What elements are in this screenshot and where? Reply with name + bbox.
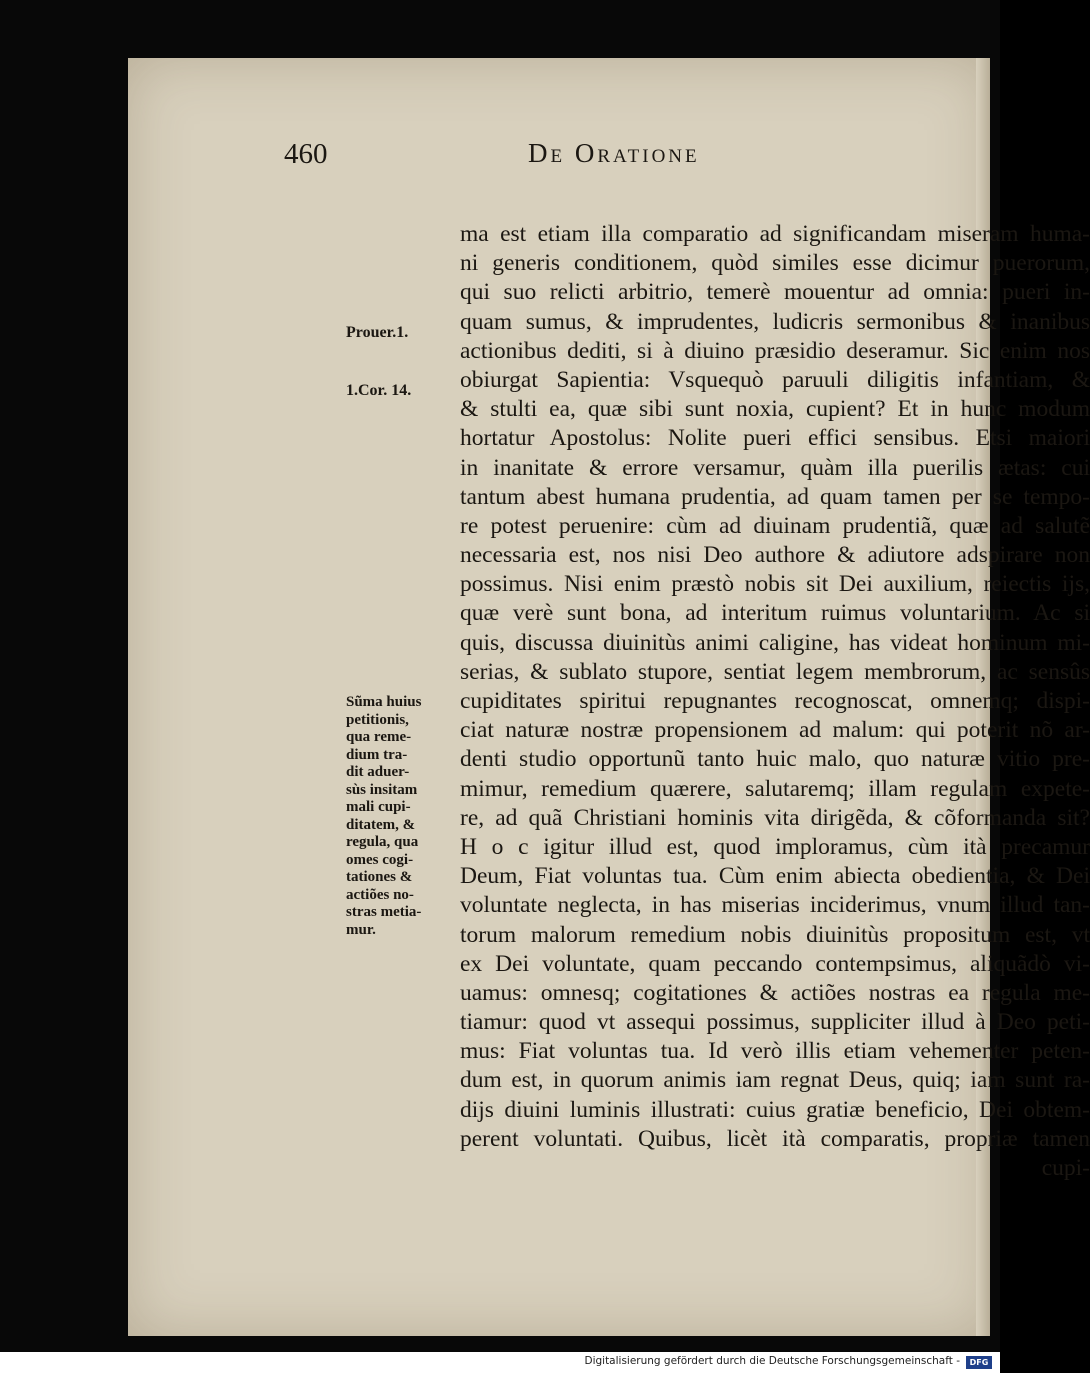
text-line: mimur, remedium quærere, salutaremq; illam regulam expete- [460,775,1090,802]
gloss-line: ditatem, & [346,816,416,833]
text-line: H o c igitur illud est, quod imploramus, cùm ità precamur [460,833,1090,860]
text-line: quæ verè sunt bona, ad interitum ruimus voluntarium. Ac si [460,600,1090,627]
gloss-line: qua reme- [346,729,412,745]
text-line: quam sumus, & imprudentes, ludicris sermonibus & inanibus [460,308,1090,335]
text-line: voluntate neglecta, in has miserias inciderimus, vnum illud tan- [460,892,1090,919]
text-line: re potest peruenire: cùm ad diuinam prudentiã, quæ ad salutẽ [460,512,1090,539]
book-page [128,58,1090,1336]
gloss-line: dit aduer- [346,764,410,780]
running-title: De Oratione [528,138,700,168]
text-line: actionibus dediti, si à diuino præsidio deseramur. Sic enim nos [460,337,1090,364]
text-line: hortatur Apostolus: Nolite pueri effici sensibus. Etsi maiori [460,425,1090,452]
gloss-line: mur. [346,921,376,938]
text-line: dum est, in quorum animis iam regnat Deus, quiq; iam sunt ra- [460,1067,1090,1094]
text-line: re, ad quã Christiani hominis vita dirigẽda, & cõformanda sit? [460,804,1090,831]
text-line: necessaria est, nos nisi Deo authore & adiutore adspirare non [460,542,1090,569]
body-text [460,220,1090,1183]
text-line: tiamur: quod vt assequi possimus, suppliciter illud à Deo peti- [460,1009,1090,1036]
text-line: ni generis conditionem, quòd similes esse dicimur puerorum, [460,250,1090,277]
text-line: qui suo relicti arbitrio, temerè mouentur ad omnia: pueri in- [460,279,1090,306]
text-line: possimus. Nisi enim præstò nobis sit Dei auxilium, reiectis ijs, [460,571,1090,598]
running-head [128,138,990,178]
dfg-logo: DFG [966,1356,992,1369]
gloss-line: petitionis, [346,711,409,728]
text-line: denti studio opportunũ tanto huic malo, quo naturæ vitio pre- [460,746,1090,773]
text-line: ciat naturæ nostræ propensionem ad malum: qui poterit nõ ar- [460,717,1090,744]
gloss-line: mali cupi- [346,799,411,815]
text-line: mus: Fiat voluntas tua. Id verò illis etiam vehementer peten- [460,1038,1090,1065]
text-line: perent voluntati. Quibus, licèt ità comparatis, propriæ tamen [460,1125,1090,1152]
gloss-line: dium tra- [346,746,408,763]
gloss-line: omes cogi- [346,851,414,868]
text-line: tantum abest humana prudentia, ad quam tamen per se tempo- [460,483,1090,510]
text-line: uamus: omnesq; cogitationes & actiões nostras ea regula me- [460,979,1090,1006]
gloss-line: tationes & [346,869,413,885]
side-note-corinthians-reference: 1.Cor. 14. [346,382,412,399]
text-line: ma est etiam illa comparatio ad significandam miseram huma- [460,221,1090,247]
page-number: 460 [284,138,328,170]
text-line: obiurgat Sapientia: Vsquequò paruuli diligitis infantiam, & [460,366,1090,393]
text-line: serias, & sublato stupore, sentiat legem membrorum, ac sensûs [460,658,1090,685]
gloss-line: actiões no- [346,886,414,903]
funding-notice: Digitalisierung gefördert durch die Deutsche Forschungsgemeinschaft - [584,1355,960,1367]
gloss-line: stras metia- [346,904,422,920]
text-line: quis, discussa diuinitùs animi caligine, has videat hominum mi- [460,629,1090,656]
footer-bar [0,1352,1000,1373]
side-note-proverbs-reference: Prouer.1. [346,324,409,341]
side-note-gloss [346,694,458,939]
text-line: in inanitate & errore versamur, quàm illa puerilis ætas: cui [460,454,1090,481]
text-line: & stulti ea, quæ sibi sunt noxia, cupient? Et in hunc modum [460,396,1090,423]
gloss-line: Sũma huius [346,694,422,710]
gloss-line: sùs insitam [346,781,418,798]
text-line: cupiditates spiritui repugnantes recognoscat, omnemq; dispi- [460,688,1090,714]
text-line: ex Dei voluntate, quam peccando contempsimus, aliquãdò vi- [460,950,1090,977]
text-line: torum malorum remedium nobis diuinitùs propositum est, vt [460,921,1090,948]
text-line: dijs diuini luminis illustrati: cuius gratiæ beneficio, Dei obtem- [460,1096,1090,1123]
gloss-line: regula, qua [346,834,419,850]
text-line: cupi- [1041,1155,1090,1181]
text-line: Deum, Fiat voluntas tua. Cùm enim abiecta obedientia, & Dei [460,863,1090,890]
